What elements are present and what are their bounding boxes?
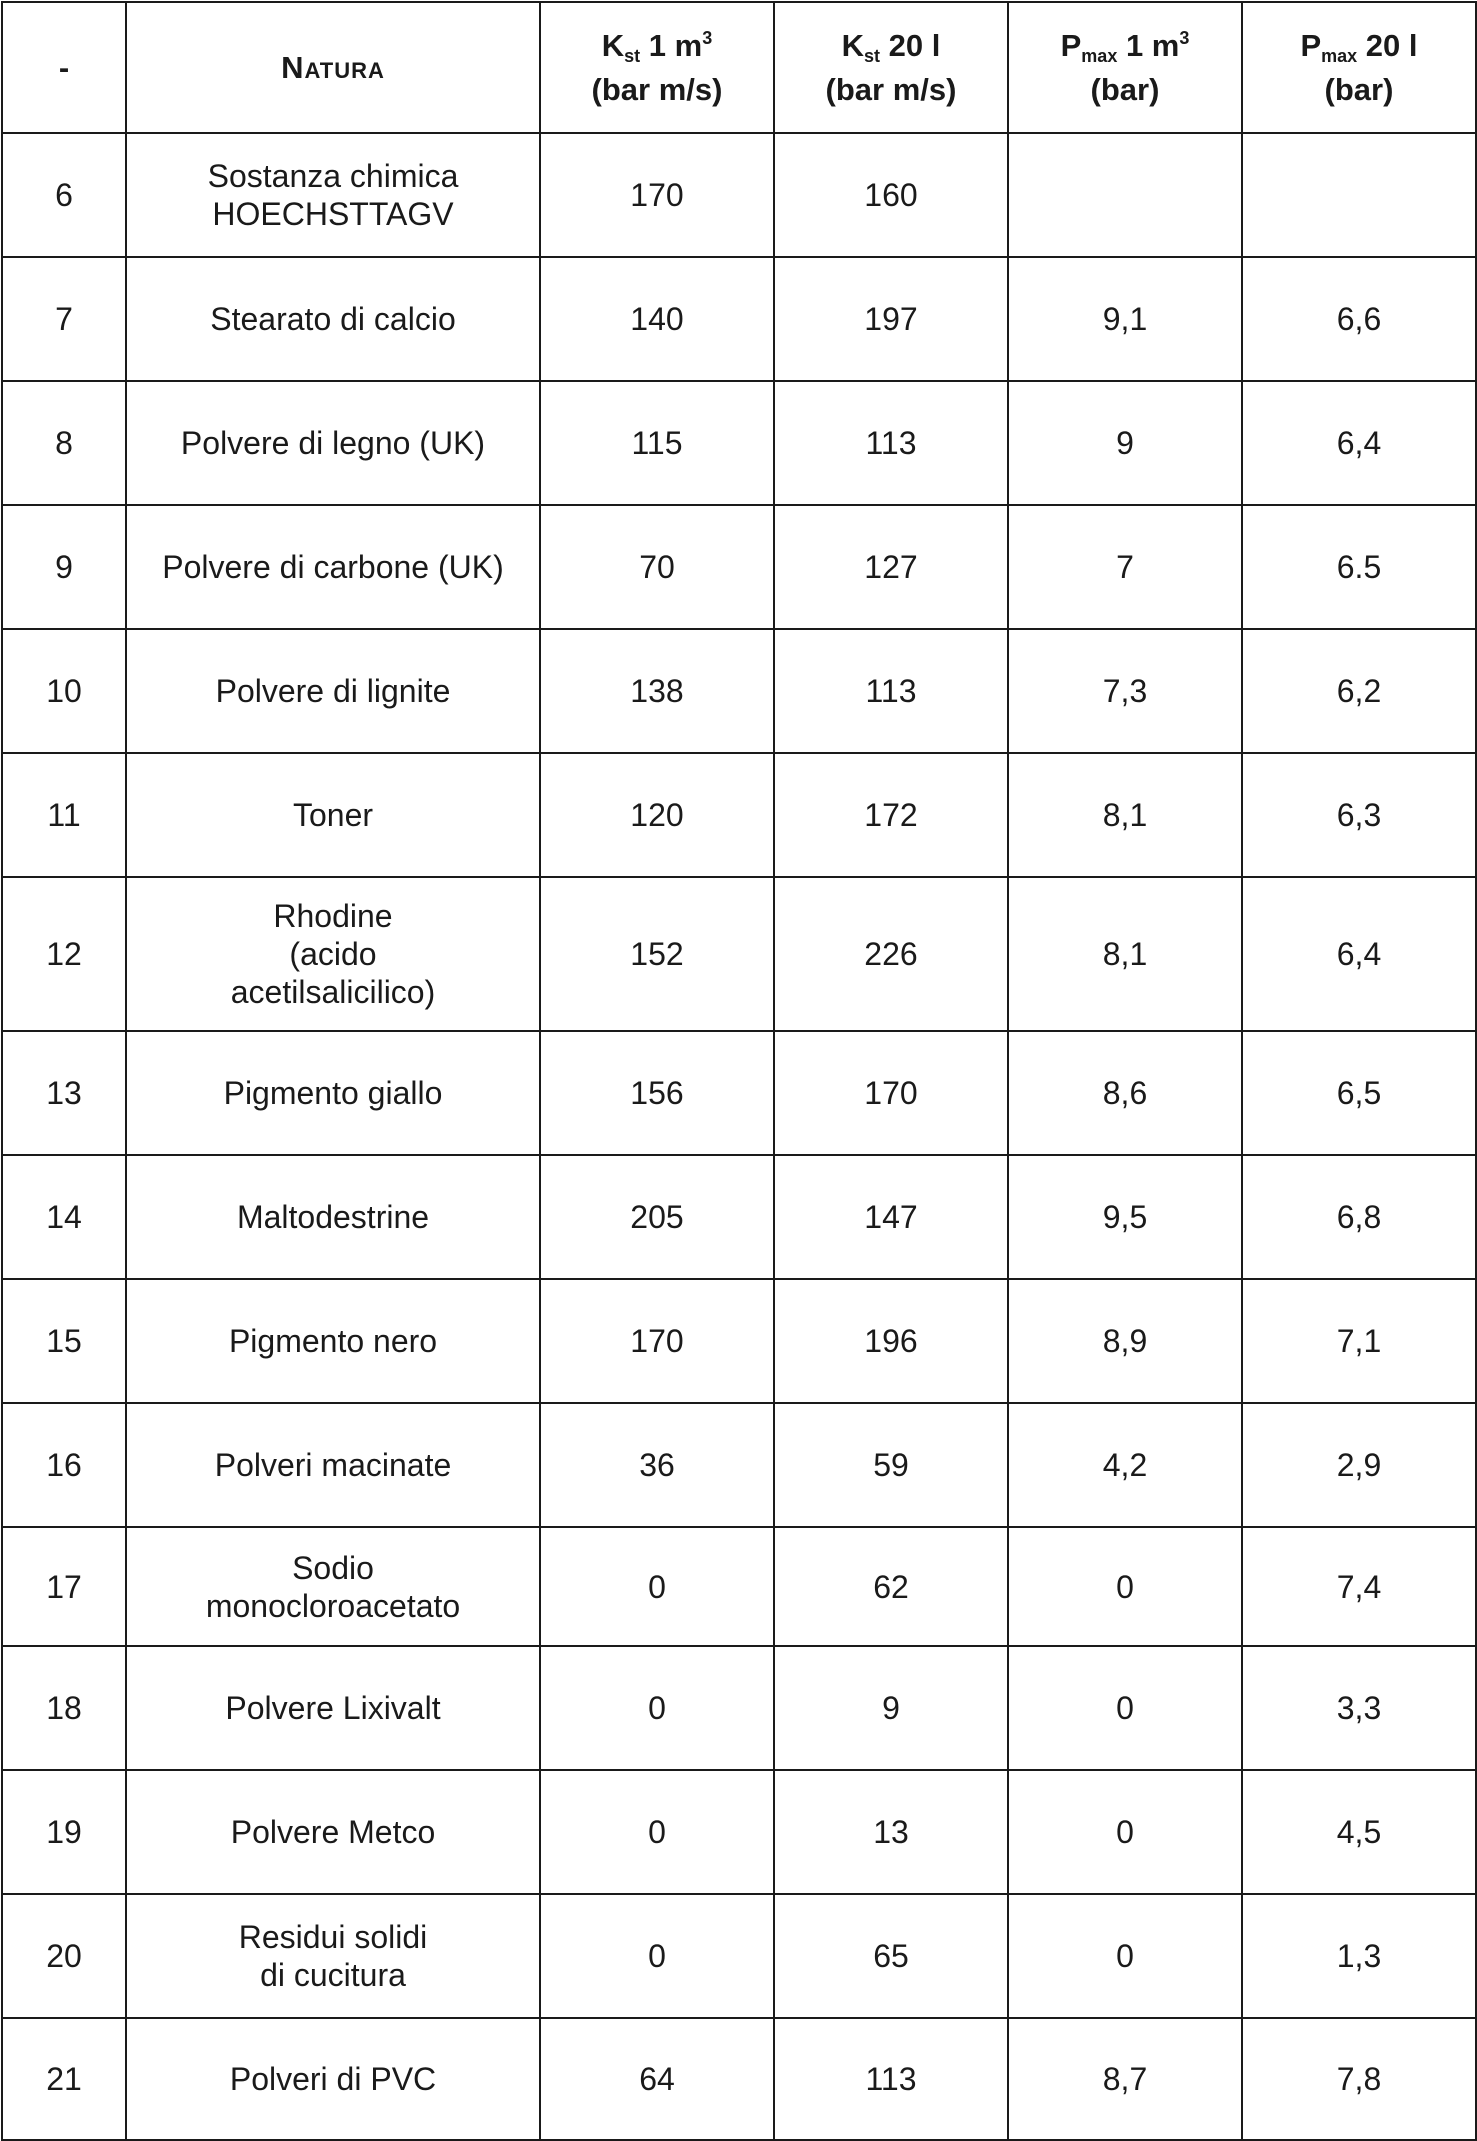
table-row xyxy=(2,1646,1476,1770)
cell-kst-1m3: 0 xyxy=(540,1894,774,2018)
cell-natura: Residui solidi di cucitura xyxy=(126,1894,540,2018)
cell-pmax-1m3: 8,1 xyxy=(1008,877,1242,1031)
cell-natura: Pigmento giallo xyxy=(126,1031,540,1155)
cell-natura: Polveri macinate xyxy=(126,1403,540,1527)
cell-kst-1m3: 170 xyxy=(540,133,774,257)
cell-kst-20l: 9 xyxy=(774,1646,1008,1770)
cell-kst-1m3: 70 xyxy=(540,505,774,629)
table-row xyxy=(2,1155,1476,1279)
cell-pmax-20l: 6,2 xyxy=(1242,629,1476,753)
cell-index: 21 xyxy=(2,2018,126,2140)
cell-kst-20l: 113 xyxy=(774,2018,1008,2140)
cell-kst-1m3: 138 xyxy=(540,629,774,753)
cell-index: 17 xyxy=(2,1527,126,1646)
table-row xyxy=(2,1894,1476,2018)
cell-pmax-20l: 6,3 xyxy=(1242,753,1476,877)
cell-kst-20l: 62 xyxy=(774,1527,1008,1646)
cell-index: 18 xyxy=(2,1646,126,1770)
cell-pmax-1m3: 9,1 xyxy=(1008,257,1242,381)
cell-kst-20l: 196 xyxy=(774,1279,1008,1403)
header-kst-20l: $K_{st}$ 20 l (bar m/s) xyxy=(774,2,1008,133)
cell-index: 11 xyxy=(2,753,126,877)
cell-index: 10 xyxy=(2,629,126,753)
cell-index: 8 xyxy=(2,381,126,505)
cell-natura: Polvere Lixivalt xyxy=(126,1646,540,1770)
cell-pmax-20l: 4,5 xyxy=(1242,1770,1476,1894)
cell-natura: Polvere di lignite xyxy=(126,629,540,753)
cell-pmax-20l: 6.5 xyxy=(1242,505,1476,629)
cell-index: 15 xyxy=(2,1279,126,1403)
cell-natura: Sostanza chimica HOECHSTTAGV xyxy=(126,133,540,257)
table-row xyxy=(2,753,1476,877)
table-row xyxy=(2,133,1476,257)
cell-kst-20l: 113 xyxy=(774,381,1008,505)
cell-kst-20l: 65 xyxy=(774,1894,1008,2018)
cell-pmax-1m3: 0 xyxy=(1008,1646,1242,1770)
table-row xyxy=(2,1031,1476,1155)
cell-kst-20l: 113 xyxy=(774,629,1008,753)
header-kst-1m3: $K_{st}$ 1 $m^3$ (bar m/s) xyxy=(540,2,774,133)
cell-kst-1m3: 36 xyxy=(540,1403,774,1527)
cell-kst-20l: 170 xyxy=(774,1031,1008,1155)
cell-kst-1m3: 156 xyxy=(540,1031,774,1155)
header-index: - xyxy=(2,2,126,133)
explosion-data-table xyxy=(1,1,1477,2141)
cell-kst-1m3: 140 xyxy=(540,257,774,381)
cell-pmax-20l xyxy=(1242,133,1476,257)
table-row xyxy=(2,1279,1476,1403)
cell-pmax-20l: 7,4 xyxy=(1242,1527,1476,1646)
cell-kst-1m3: 0 xyxy=(540,1527,774,1646)
cell-kst-20l: 13 xyxy=(774,1770,1008,1894)
cell-pmax-20l: 6,4 xyxy=(1242,381,1476,505)
cell-pmax-1m3: 8,9 xyxy=(1008,1279,1242,1403)
cell-index: 6 xyxy=(2,133,126,257)
cell-pmax-20l: 6,6 xyxy=(1242,257,1476,381)
cell-kst-20l: 59 xyxy=(774,1403,1008,1527)
cell-index: 16 xyxy=(2,1403,126,1527)
table-row xyxy=(2,2018,1476,2140)
table-row xyxy=(2,629,1476,753)
cell-kst-1m3: 115 xyxy=(540,381,774,505)
table-row xyxy=(2,877,1476,1031)
cell-index: 9 xyxy=(2,505,126,629)
table-body xyxy=(2,133,1476,2140)
table-row xyxy=(2,381,1476,505)
cell-pmax-1m3: 8,7 xyxy=(1008,2018,1242,2140)
cell-pmax-1m3: 0 xyxy=(1008,1894,1242,2018)
cell-index: 19 xyxy=(2,1770,126,1894)
cell-index: 7 xyxy=(2,257,126,381)
cell-pmax-20l: 1,3 xyxy=(1242,1894,1476,2018)
header-pmax-1m3: $P_{max}$ 1 $m^3$ (bar) xyxy=(1008,2,1242,133)
cell-pmax-20l: 6,8 xyxy=(1242,1155,1476,1279)
cell-natura: Polvere di legno (UK) xyxy=(126,381,540,505)
cell-natura: Sodio monocloroacetato xyxy=(126,1527,540,1646)
cell-kst-1m3: 120 xyxy=(540,753,774,877)
cell-pmax-20l: 6,4 xyxy=(1242,877,1476,1031)
cell-kst-1m3: 0 xyxy=(540,1770,774,1894)
cell-pmax-1m3: 8,1 xyxy=(1008,753,1242,877)
cell-index: 14 xyxy=(2,1155,126,1279)
header-natura: Natura xyxy=(126,2,540,133)
cell-pmax-1m3: 0 xyxy=(1008,1527,1242,1646)
cell-pmax-20l: 3,3 xyxy=(1242,1646,1476,1770)
cell-kst-20l: 172 xyxy=(774,753,1008,877)
cell-pmax-20l: 2,9 xyxy=(1242,1403,1476,1527)
cell-natura: Toner xyxy=(126,753,540,877)
table-row xyxy=(2,1527,1476,1646)
cell-pmax-1m3: 9 xyxy=(1008,381,1242,505)
table-row xyxy=(2,1770,1476,1894)
cell-pmax-1m3: 8,6 xyxy=(1008,1031,1242,1155)
cell-natura: Polvere di carbone (UK) xyxy=(126,505,540,629)
cell-kst-20l: 197 xyxy=(774,257,1008,381)
cell-index: 13 xyxy=(2,1031,126,1155)
table-row xyxy=(2,505,1476,629)
cell-pmax-1m3: 7,3 xyxy=(1008,629,1242,753)
cell-pmax-20l: 7,1 xyxy=(1242,1279,1476,1403)
cell-kst-1m3: 152 xyxy=(540,877,774,1031)
cell-kst-20l: 160 xyxy=(774,133,1008,257)
table-row xyxy=(2,257,1476,381)
cell-pmax-1m3 xyxy=(1008,133,1242,257)
header-pmax-20l: $P_{max}$ 20 l (bar) xyxy=(1242,2,1476,133)
cell-kst-1m3: 64 xyxy=(540,2018,774,2140)
table-row xyxy=(2,1403,1476,1527)
cell-natura: Pigmento nero xyxy=(126,1279,540,1403)
table-header-row xyxy=(2,2,1476,133)
cell-pmax-1m3: 0 xyxy=(1008,1770,1242,1894)
cell-pmax-20l: 6,5 xyxy=(1242,1031,1476,1155)
cell-kst-20l: 226 xyxy=(774,877,1008,1031)
cell-kst-1m3: 0 xyxy=(540,1646,774,1770)
cell-natura: Stearato di calcio xyxy=(126,257,540,381)
cell-pmax-1m3: 9,5 xyxy=(1008,1155,1242,1279)
cell-pmax-1m3: 7 xyxy=(1008,505,1242,629)
cell-pmax-1m3: 4,2 xyxy=(1008,1403,1242,1527)
cell-natura: Polvere Metco xyxy=(126,1770,540,1894)
cell-pmax-20l: 7,8 xyxy=(1242,2018,1476,2140)
cell-kst-1m3: 170 xyxy=(540,1279,774,1403)
cell-natura: Polveri di PVC xyxy=(126,2018,540,2140)
cell-kst-1m3: 205 xyxy=(540,1155,774,1279)
cell-natura: Maltodestrine xyxy=(126,1155,540,1279)
cell-index: 12 xyxy=(2,877,126,1031)
cell-index: 20 xyxy=(2,1894,126,2018)
cell-kst-20l: 147 xyxy=(774,1155,1008,1279)
cell-kst-20l: 127 xyxy=(774,505,1008,629)
cell-natura: Rhodine (acido acetilsalicilico) xyxy=(126,877,540,1031)
